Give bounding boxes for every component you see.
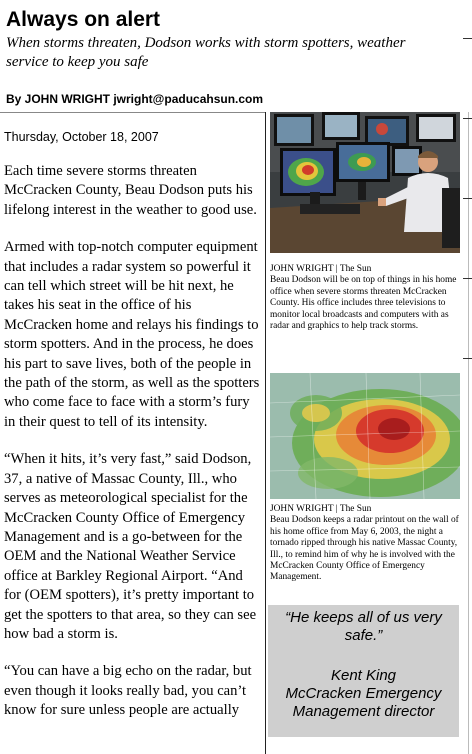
body-paragraph: “You can have a big echo on the radar, but even though it looks really bad, you can’t know for sure unless people are actually	[4, 663, 252, 719]
body-paragraph: Armed with top-notch computer equipment that includes a radar system so powerful it can tell which street will be hit next, he takes his seat in the office of his McCracken home and relays his findings to storm spotters. And in the process, he does his part to save lives, both of the people in the path of the storm, as well as the spotters who come face to face with a storm’s fury in their quest to tell of its intensity.	[4, 239, 260, 430]
edge-tick	[463, 198, 472, 199]
radar-printout-photo	[270, 373, 460, 499]
photo-credit: JOHN WRIGHT | The Sun	[270, 504, 372, 514]
photo-caption-text: Beau Dodson will be on top of things in his home office when severe storms threaten McCracken County. His office includes three televisions to monitor local broadcasts and computers with as radar and graphics to help track storms.	[270, 275, 457, 332]
edge-tick	[463, 358, 472, 359]
dateline: Thursday, October 18, 2007	[4, 130, 159, 144]
pull-quote	[268, 605, 459, 737]
office-photo-image	[270, 112, 460, 253]
body-paragraph: Each time severe storms threaten McCracken County, Beau Dodson puts his lifelong interest in the weather to good use.	[4, 163, 257, 218]
edge-tick	[463, 278, 472, 279]
header-divider	[0, 112, 266, 113]
radar-printout-image	[270, 373, 460, 499]
office-photo	[270, 112, 460, 253]
photo-caption-text: Beau Dodson keeps a radar printout on the wall of his home office from May 6, 2003, the night a tornado ripped through his native Massac County, Ill., to remind him of why he is involved with the McCracken County Office of Emergency Management.	[270, 515, 459, 583]
headline: Always on alert	[6, 8, 161, 31]
pull-quote-text: “He keeps all of us very safe.”	[285, 609, 442, 644]
right-edge-divider	[468, 112, 469, 754]
article-body	[4, 162, 263, 739]
deck-subheadline: When storms threaten, Dodson works with storm spotters, weather service to keep you safe	[6, 35, 406, 70]
body-paragraph: “When it hits, it’s very fast,” said Dodson, 37, a native of Massac County, Ill., who serves as meteorological specialist for the McCracken County Office of Emergency Management and is a go-between for the OEM and the National Weather Service office at Barkley Regional Airport. “And for (OEM spotters), it’s pretty important to get the spotters to that area, so they can see how bad a storm is.	[4, 451, 257, 642]
pull-quote-name: Kent King	[330, 667, 397, 684]
photo-caption	[270, 264, 464, 332]
byline: By JOHN WRIGHT jwright@paducahsun.com	[6, 92, 264, 106]
photo-credit: JOHN WRIGHT | The Sun	[270, 264, 372, 274]
column-divider	[265, 112, 266, 754]
edge-tick	[463, 118, 472, 119]
photo-caption	[270, 504, 464, 584]
pull-quote-title: McCracken Emergency Management director	[285, 685, 442, 720]
edge-tick	[463, 38, 472, 39]
